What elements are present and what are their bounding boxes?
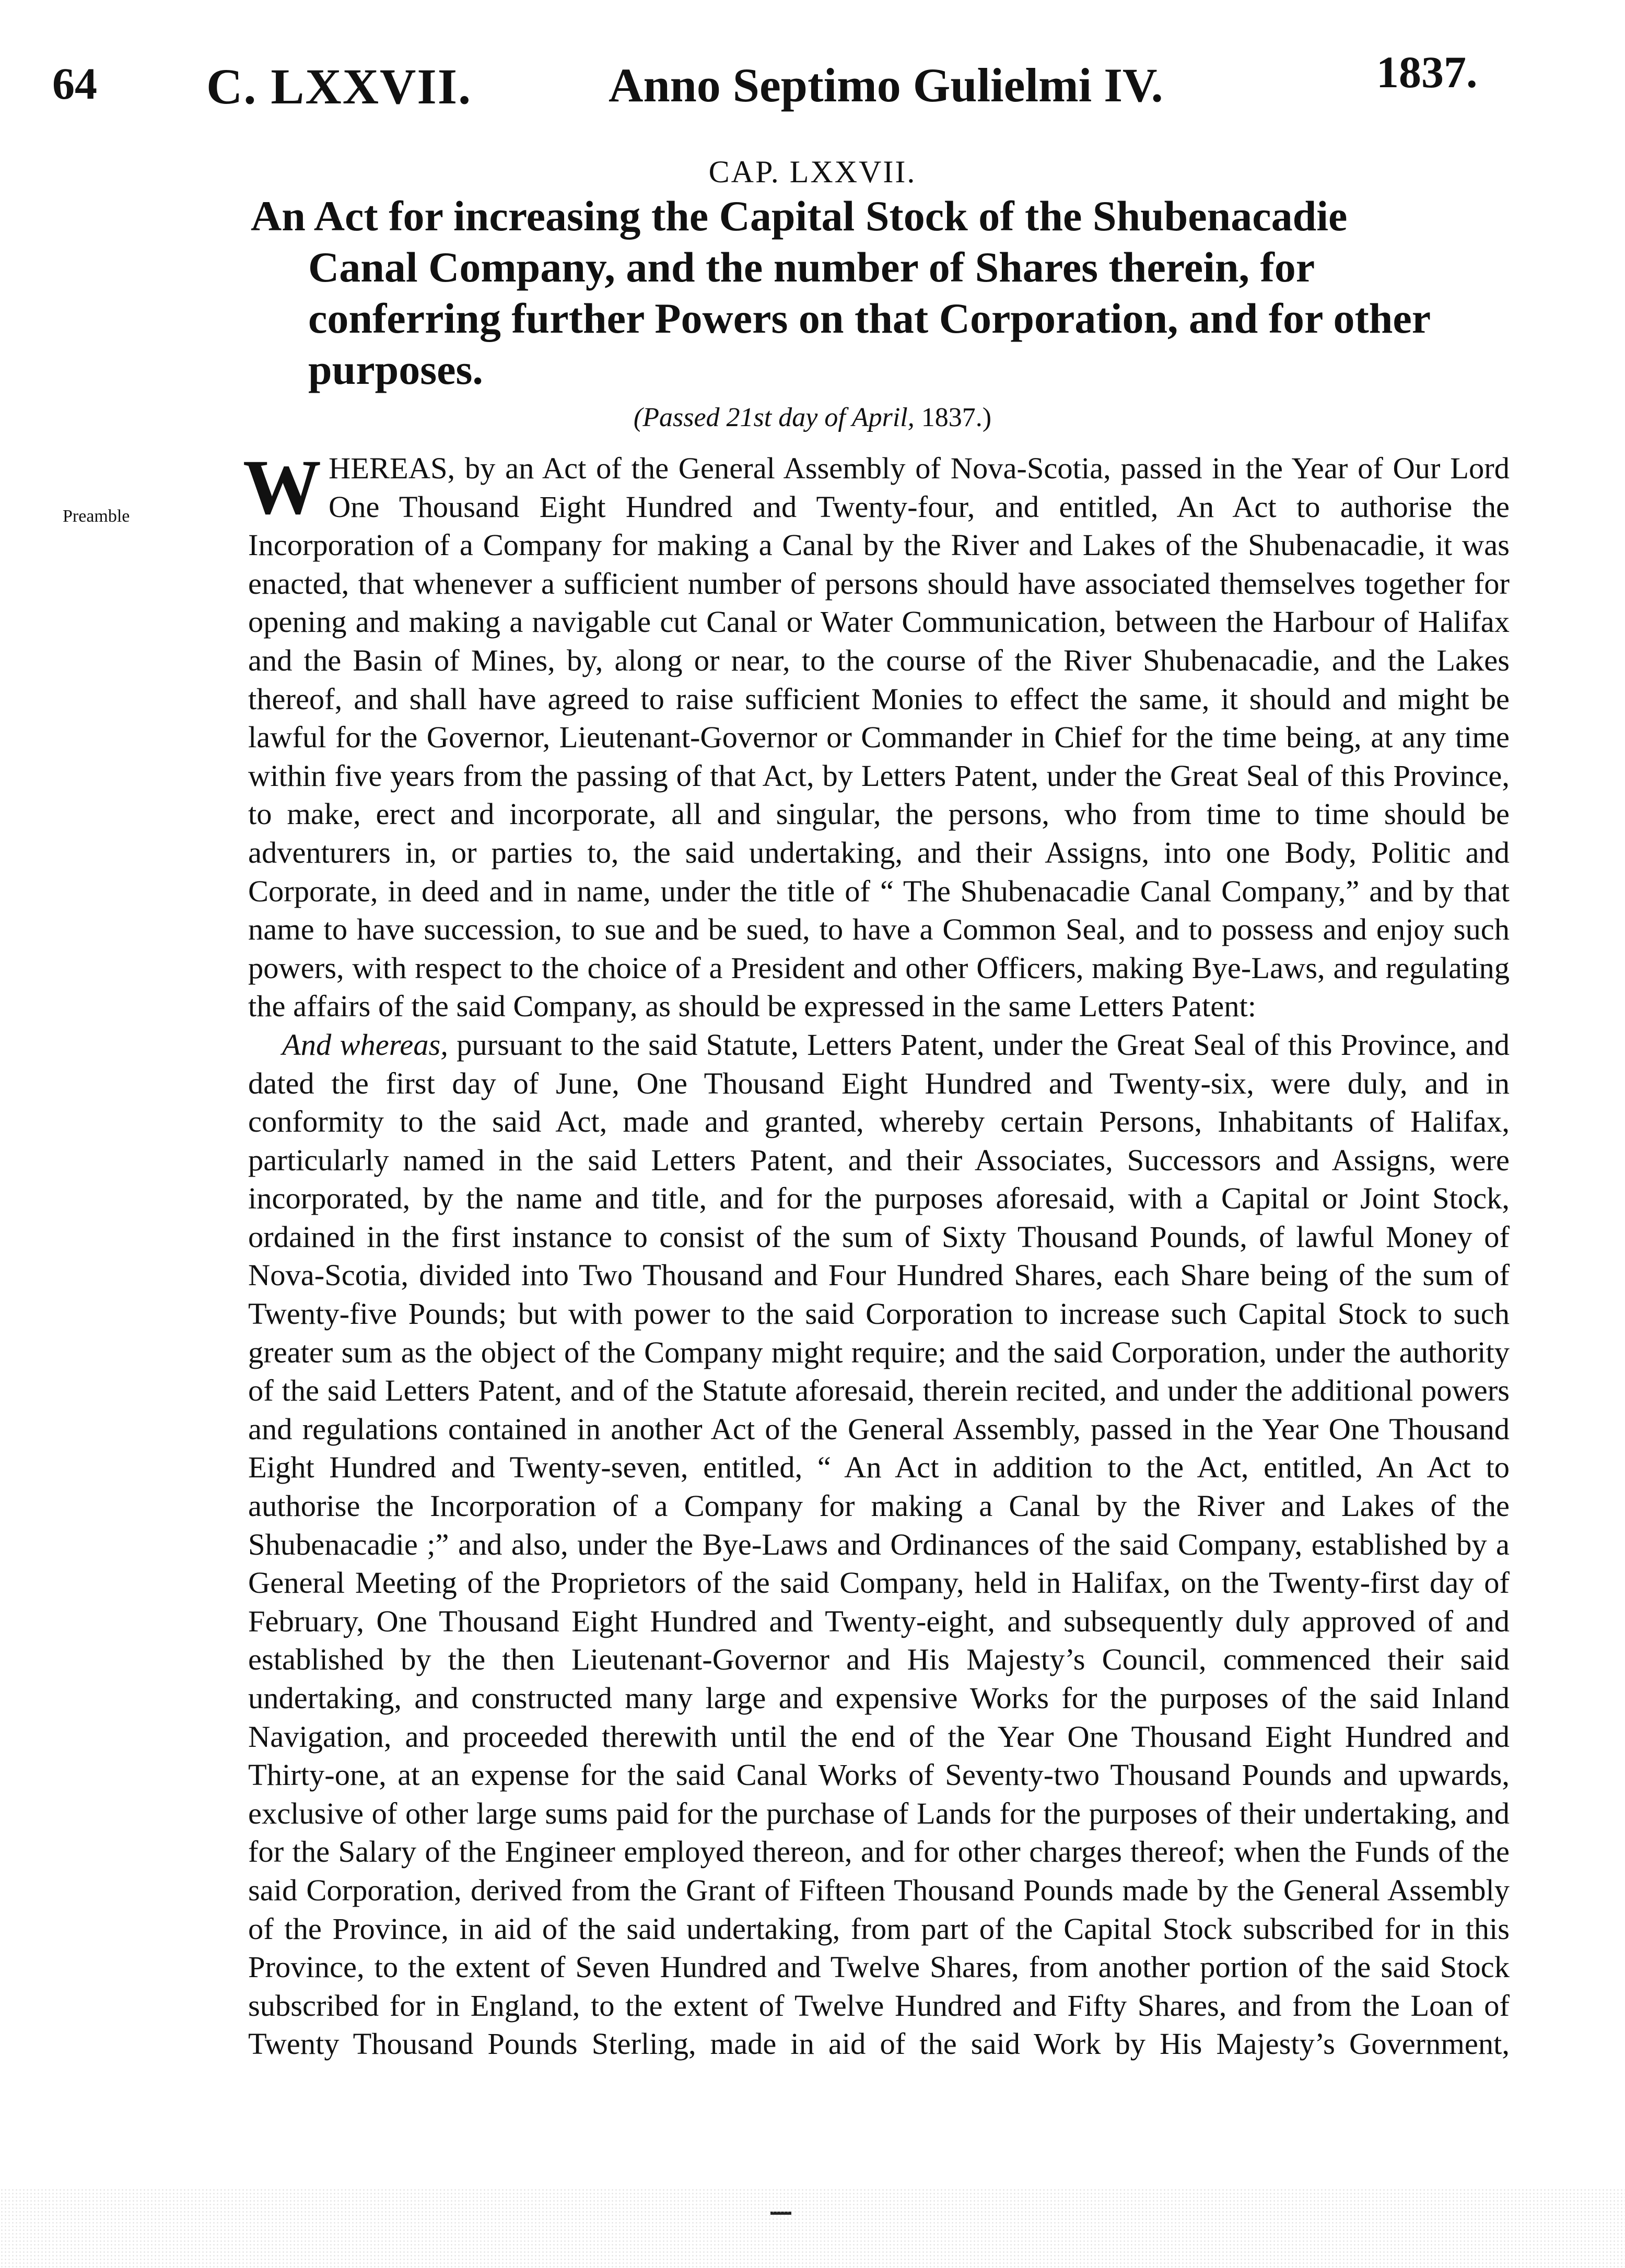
scan-texture xyxy=(0,2188,1625,2268)
whereas-text: pursuant to the said Statute, Letters Patent, under the Great Seal of this Province, and dated the first day of June, One Thousand Eight Hundred and Twenty-six, were duly, and in conformity to the said Act, made and granted, whereby certain Persons, Inhabitants of Halifax, particularly named in the said Letters Patent, and their Associates, Successors and Assigns, were incorporated, by the name and title, and for the purposes aforesaid, with a Capital or Joint Stock, ordained in the first instance to consist of the sum of Sixty Thousand Pounds, of lawful Money of Nova-Scotia, divided into Two Thousand and Four Hundred Shares, each Share being of the sum of Twenty-five Pounds; but with power to the said Corporation to increase such Capital Stock to such greater sum as the object of the Company might require; and the said Corporation, under the authority of the said Letters Patent, and of the Statute aforesaid, therein recited, and under the additional powers and regulations contained in another Act of the General Assembly, passed in the Year One Thousand Eight Hundred and Twenty-seven, entitled, “ An Act in addition to the Act, entitled, An Act to authorise the Incorporation of a Company for making a Canal by the River and Lakes of the Shubenacadie ;” and also, under the Bye-Laws and Ordinances of the said Company, established by a General Meeting of the Proprietors of the said Company, held in Halifax, on the Twenty-first day of February, One Thousand Eight Hundred and Twenty-eight, and subsequently duly approved of and established by the then Lieutenant-Governor and His Majesty’s Council, commenced their said undertaking, and constructed many large and expensive Works for the purposes of the said Inland Navigation, and proceeded therewith until the end of the Year One Thousand Eight Hundred and Thirty-one, at an expense for the said Canal Works of Seventy-two Thousand Pounds and upwards, exclusive of other large sums paid for the purchase of Lands for the purposes of their undertaking, and for the Salary of the Engineer employed thereon, and for other charges thereof; when the Funds of the said Corporation, derived from the Grant of Fifteen Thousand Pounds made by the General Assembly of the Province, in aid of the said undertaking, from part of the Capital Stock subscribed for in this Province, to the extent of Seven Hundred and Twelve Shares, from another portion of the said Stock subscribed for in England, to the extent of Twelve Hundred and Fifty Shares, and from the Loan of Twenty Thousand Pounds Sterling, made in aid of the said Work by His Majesty’s Government, xyxy=(248,1027,1510,2061)
act-title-continuation: Canal Company, and the number of Shares therein, for conferring further Powers on that Corporation, and for other purposes. xyxy=(308,243,1430,393)
act-body xyxy=(243,444,1510,2063)
preamble-text: HEREAS, by an Act of the General Assembly of Nova-Scotia, passed in the Year of Our Lord One Thousand Eight Hundred and Twenty-four, and entitled, An Act to authorise the Incorporation of a Company for making a Canal by the River and Lakes of the Shubenacadie, it was enacted, that whenever a sufficient number of persons should have associated themselves together for opening and making a navigable cut Canal or Water Communication, between the Harbour of Halifax and the Basin of Mines, by, along or near, to the course of the River Shubenacadie, and the Lakes thereof, and shall have agreed to raise sufficient Monies to effect the same, it should and might be lawful for the Governor, Lieutenant-Governor or Commander in Chief for the time being, at any time within five years from the passing of that Act, by Letters Patent, under the Great Seal of this Province, to make, erect and incorporate, all and singular, the persons, who from time to time should be adventurers in, or parties to, the said undertaking, and their Assigns, into one Body, Politic and Corporate, in deed and in name, under the title of “ The Shubenacadie Canal Company,” and by that name to have succession, to sue and be sued, to have a Common Seal, and to possess and enjoy such powers, with respect to the choice of a President and other Officers, making Bye-Laws, and regulating the affairs of the said Company, as should be expressed in the same Letters Patent: xyxy=(248,451,1510,1024)
act-title-first-line: An Act for increasing the Capital Stock of the Shubenacadie xyxy=(251,192,1348,240)
chapter-number: C. LXXVII. xyxy=(206,58,472,114)
drop-cap: W xyxy=(243,444,321,531)
passed-date xyxy=(0,402,1625,433)
whereas-lead: And whereas, xyxy=(282,1027,448,1062)
marginal-note-preamble: Preamble xyxy=(63,507,130,526)
page-number: 64 xyxy=(52,58,97,109)
cap-heading: CAP. LXXVII. xyxy=(708,155,917,189)
passed-date-prefix: (Passed 21st day of April, xyxy=(633,403,915,432)
preamble-paragraph xyxy=(243,444,1510,1026)
running-year: 1837. xyxy=(1376,47,1478,97)
passed-date-year: 1837.) xyxy=(921,403,992,432)
running-title: Anno Septimo Gulielmi IV. xyxy=(609,58,1163,112)
whereas-paragraph xyxy=(248,1026,1510,2063)
act-title xyxy=(251,191,1504,395)
